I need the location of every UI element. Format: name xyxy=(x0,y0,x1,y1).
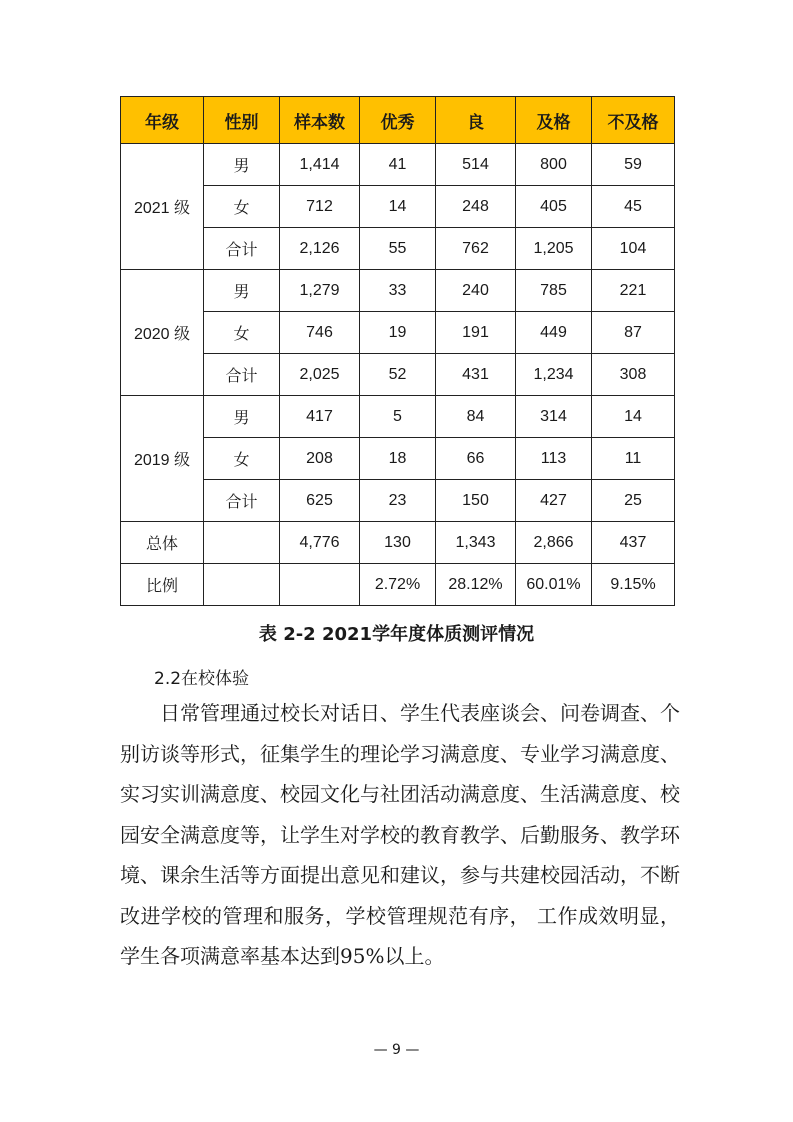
table-cell: 104 xyxy=(592,228,675,270)
table-cell: 28.12% xyxy=(436,564,516,606)
table-cell: 1,414 xyxy=(280,144,360,186)
table-cell: 785 xyxy=(516,270,592,312)
table-cell: 762 xyxy=(436,228,516,270)
table-cell: 14 xyxy=(360,186,436,228)
table-cell: 比例 xyxy=(121,564,204,606)
table-cell: 60.01% xyxy=(516,564,592,606)
table-row xyxy=(121,186,675,228)
table-cell: 男 xyxy=(204,144,280,186)
table-caption: 表 2-2 2021学年度体质测评情况 xyxy=(258,624,535,645)
table-cell: 59 xyxy=(592,144,675,186)
table-row xyxy=(121,312,675,354)
table-cell: 总体 xyxy=(121,522,204,564)
total-row xyxy=(121,522,675,564)
table-cell: 405 xyxy=(516,186,592,228)
table-cell: 45 xyxy=(592,186,675,228)
header-gender: 性别 xyxy=(204,97,280,144)
fitness-table xyxy=(120,96,675,606)
table-row xyxy=(121,438,675,480)
table-cell: 4,776 xyxy=(280,522,360,564)
table-cell: 5 xyxy=(360,396,436,438)
table-cell: 33 xyxy=(360,270,436,312)
table-cell: 431 xyxy=(436,354,516,396)
table-cell: 55 xyxy=(360,228,436,270)
table-cell: 1,234 xyxy=(516,354,592,396)
table-cell xyxy=(280,564,360,606)
table-cell: 2,866 xyxy=(516,522,592,564)
table-cell: 314 xyxy=(516,396,592,438)
grade-cell: 2019 级 xyxy=(121,396,204,522)
table-cell: 18 xyxy=(360,438,436,480)
grade-cell: 2020 级 xyxy=(121,270,204,396)
table-cell: 66 xyxy=(436,438,516,480)
table-row xyxy=(121,354,675,396)
table-cell: 41 xyxy=(360,144,436,186)
table-cell: 240 xyxy=(436,270,516,312)
table-cell: 1,343 xyxy=(436,522,516,564)
table-cell: 合计 xyxy=(204,480,280,522)
table-cell: 2,025 xyxy=(280,354,360,396)
table-cell: 746 xyxy=(280,312,360,354)
table-cell: 417 xyxy=(280,396,360,438)
header-excellent: 优秀 xyxy=(360,97,436,144)
table-cell: 150 xyxy=(436,480,516,522)
table-cell: 男 xyxy=(204,270,280,312)
table-cell: 1,205 xyxy=(516,228,592,270)
table-cell: 248 xyxy=(436,186,516,228)
table-cell: 9.15% xyxy=(592,564,675,606)
table-cell: 14 xyxy=(592,396,675,438)
header-fail: 不及格 xyxy=(592,97,675,144)
table-cell: 1,279 xyxy=(280,270,360,312)
table-cell: 449 xyxy=(516,312,592,354)
table-cell: 712 xyxy=(280,186,360,228)
table-header xyxy=(121,97,675,144)
table-cell: 2,126 xyxy=(280,228,360,270)
table-body xyxy=(121,144,675,606)
ratio-row xyxy=(121,564,675,606)
header-sample: 样本数 xyxy=(280,97,360,144)
table-cell: 130 xyxy=(360,522,436,564)
page-number: — 9 — xyxy=(373,1042,420,1058)
table-cell: 208 xyxy=(280,438,360,480)
table-cell: 52 xyxy=(360,354,436,396)
table-cell: 男 xyxy=(204,396,280,438)
table-cell: 625 xyxy=(280,480,360,522)
header-grade: 年级 xyxy=(121,97,204,144)
table-cell: 514 xyxy=(436,144,516,186)
table-cell: 23 xyxy=(360,480,436,522)
header-pass: 及格 xyxy=(516,97,592,144)
table-cell: 427 xyxy=(516,480,592,522)
table-cell: 84 xyxy=(436,396,516,438)
table-cell: 19 xyxy=(360,312,436,354)
table-row xyxy=(121,396,675,438)
table-cell xyxy=(204,564,280,606)
table-cell xyxy=(204,522,280,564)
section-heading: 2.2在校体验 xyxy=(154,669,250,689)
table-cell: 437 xyxy=(592,522,675,564)
table-row xyxy=(121,270,675,312)
table-cell: 2.72% xyxy=(360,564,436,606)
body-paragraph: 日常管理通过校长对话日、学生代表座谈会、问卷调查、个别访谈等形式，征集学生的理论学习满意度、专业学习满意度、实习实训满意度、校园文化与社团活动满意度、生活满意度、校园安全满意度等，让学生对学校的教育教学、后勤服务、教学环境、课余生活等方面提出意见和建议，参与共建校园活动，不断改进学校的管理和服务，学校管理规范有序， 工作成效明显，学生各项满意率基本达到95%以上。 xyxy=(120,701,680,968)
grade-cell: 2021 级 xyxy=(121,144,204,270)
table-cell: 女 xyxy=(204,312,280,354)
table-cell: 308 xyxy=(592,354,675,396)
table-cell: 87 xyxy=(592,312,675,354)
header-good: 良 xyxy=(436,97,516,144)
table-row xyxy=(121,228,675,270)
table-row xyxy=(121,144,675,186)
table-cell: 25 xyxy=(592,480,675,522)
table-cell: 191 xyxy=(436,312,516,354)
header-row xyxy=(121,97,675,144)
table-row xyxy=(121,480,675,522)
table-cell: 221 xyxy=(592,270,675,312)
table-cell: 合计 xyxy=(204,354,280,396)
table-cell: 合计 xyxy=(204,228,280,270)
table-cell: 女 xyxy=(204,186,280,228)
table-cell: 113 xyxy=(516,438,592,480)
table-cell: 11 xyxy=(592,438,675,480)
table-cell: 女 xyxy=(204,438,280,480)
table-cell: 800 xyxy=(516,144,592,186)
